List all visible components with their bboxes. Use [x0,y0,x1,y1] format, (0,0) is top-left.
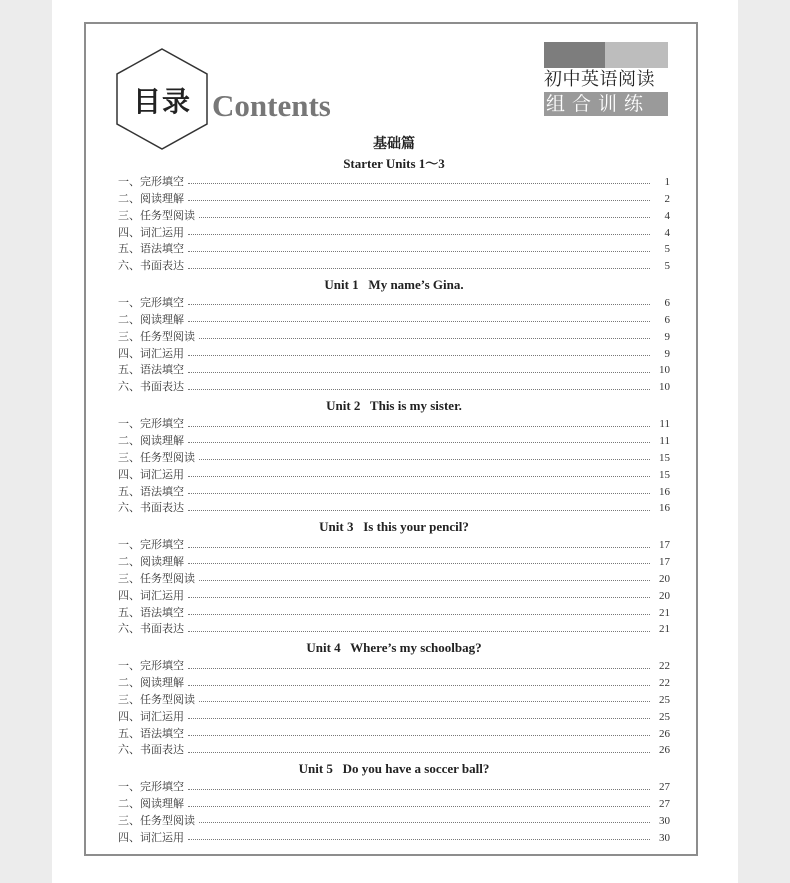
toc-entry[interactable] [118,174,670,191]
toc-entry-page: 10 [659,381,670,394]
toc-entry[interactable] [118,588,670,605]
toc-entry[interactable] [118,742,670,759]
toc-entry-label: 二、阅读理解 [118,312,184,326]
dot-leader [188,805,650,807]
toc-entry-label: 三、任务型阅读 [118,329,195,343]
section-title: Unit 3 Is this your pencil? [319,519,469,535]
dot-leader [188,267,650,269]
series-subtitle: 组合训练 [544,92,668,116]
toc-entry-page: 26 [659,727,670,740]
toc-entry-page: 4 [664,226,670,239]
toc-entry-label: 五、语法填空 [118,242,184,256]
dot-leader [188,182,650,184]
toc-entry-label: 二、阅读理解 [118,555,184,569]
toc-entry[interactable] [118,416,670,433]
toc-entry[interactable] [118,830,670,847]
toc-entry-label: 六、书面表达 [118,501,184,515]
dot-leader [188,303,650,305]
dot-leader [188,684,650,686]
dot-leader [188,250,650,252]
toc-entry[interactable] [118,658,670,675]
toc-entry-label: 三、任务型阅读 [118,450,195,464]
dot-leader [188,751,650,753]
toc-entry-page: 20 [659,572,670,585]
toc-entry-page: 26 [659,744,670,757]
toc-entry[interactable] [118,726,670,743]
toc-entry-label: 三、任务型阅读 [118,692,195,706]
toc-entry-page: 10 [659,364,670,377]
dot-leader [188,320,650,322]
brand-bar-dark [544,42,605,68]
toc-entry-page: 5 [664,243,670,256]
toc-entry[interactable] [118,362,670,379]
toc-entry[interactable] [118,605,670,622]
toc-entry-page: 16 [659,485,670,498]
toc-entry-label: 四、词汇运用 [118,588,184,602]
toc-entry-page: 22 [659,660,670,673]
toc-entry-page: 22 [659,677,670,690]
dot-leader [188,838,650,840]
dot-leader [188,734,650,736]
toc-entry-page: 25 [659,693,670,706]
dot-leader [188,613,650,615]
section-title: Starter Units 1～3 [343,156,445,171]
toc-entry-page: 9 [664,330,670,343]
dot-leader [199,458,650,460]
dot-leader [188,441,650,443]
toc-entry-label: 一、完形填空 [118,417,184,431]
series-brand [544,42,668,116]
toc-entry[interactable] [118,433,670,450]
toc-entry[interactable] [118,450,670,467]
toc-entry-label: 一、完形填空 [118,296,184,310]
toc-entry-page: 21 [659,606,670,619]
toc-entry-label: 六、书面表达 [118,622,184,636]
toc-entry-label: 一、完形填空 [118,659,184,673]
toc-entry-label: 四、词汇运用 [118,467,184,481]
toc-entry-label: 三、任务型阅读 [118,814,195,827]
toc-entry-label: 四、词汇运用 [118,346,184,360]
toc-entry-page: 11 [659,418,670,431]
toc-entry-label: 四、词汇运用 [118,225,184,239]
toc-entry-page: 1 [664,176,670,188]
mulu-title: 目录 [132,85,191,118]
toc-entry-label: 一、完形填空 [118,175,184,188]
series-title: 初中英语阅读 [544,69,655,90]
toc-entry[interactable] [118,258,670,275]
toc-entry-page: 4 [664,209,670,222]
toc-entry-page: 25 [659,710,670,723]
toc-entry-label: 五、语法填空 [118,726,184,740]
toc-entry[interactable] [118,241,670,258]
toc-entry-label: 六、书面表达 [118,380,184,394]
toc-entry[interactable] [118,537,670,554]
toc-entry[interactable] [118,813,670,830]
dot-leader [188,788,650,790]
toc-entry-label: 六、书面表达 [118,259,184,273]
dot-leader [199,700,650,702]
toc-entry-page: 6 [664,313,670,326]
section-title: Unit 5 Do you have a soccer ball? [298,761,490,777]
dot-leader [199,821,650,823]
toc-entry-label: 四、词汇运用 [118,830,184,844]
toc-entry-page: 27 [659,781,670,794]
dot-leader [188,562,650,564]
toc-entry-label: 二、阅读理解 [118,676,184,690]
toc-entry[interactable] [118,191,670,208]
toc-entry[interactable] [118,571,670,588]
toc-entry[interactable] [118,779,670,796]
dot-leader [188,388,650,390]
dot-leader [188,354,650,356]
toc-entry[interactable] [118,796,670,813]
dot-leader [188,199,650,201]
toc-entry[interactable] [118,329,670,346]
table-of-contents [118,134,670,847]
toc-entry-page: 5 [664,260,670,273]
toc-entry-label: 五、语法填空 [118,484,184,498]
toc-entry-label: 二、阅读理解 [118,191,184,205]
dot-leader [188,596,650,598]
dot-leader [199,337,650,339]
toc-sections [118,154,670,847]
dot-leader [188,509,650,511]
toc-entry[interactable] [118,312,670,329]
toc-entry[interactable] [118,225,670,242]
toc-entry-page: 17 [659,556,670,569]
toc-entry[interactable] [118,346,670,363]
toc-entry-label: 二、阅读理解 [118,433,184,447]
dot-leader [188,546,650,548]
contents-title: Contents [212,88,331,123]
toc-entry-page: 2 [664,192,670,205]
part-title: 基础篇 [373,136,415,152]
toc-entry-page: 15 [659,468,670,481]
brand-color-bar [544,42,668,68]
toc-entry-page: 15 [659,451,670,464]
toc-entry[interactable] [118,692,670,709]
toc-entry-page: 30 [659,815,670,827]
section-title: Unit 1 My name’s Gina. [324,277,464,293]
toc-entry[interactable] [118,500,670,517]
toc-entry[interactable] [118,295,670,312]
toc-entry[interactable] [118,379,670,396]
toc-entry[interactable] [118,467,670,484]
section-title: Unit 4 Where’s my schoolbag? [306,640,482,656]
dot-leader [199,216,650,218]
toc-entry-page: 20 [659,589,670,602]
toc-entry-label: 五、语法填空 [118,605,184,619]
toc-entry[interactable] [118,484,670,501]
dot-leader [188,475,650,477]
toc-entry[interactable] [118,621,670,638]
dot-leader [188,630,650,632]
dot-leader [188,717,650,719]
dot-leader [188,371,650,373]
toc-entry-label: 三、任务型阅读 [118,208,195,222]
toc-entry-label: 三、任务型阅读 [118,571,195,585]
section-title: Unit 2 This is my sister. [326,398,462,414]
toc-entry-page: 21 [659,623,670,636]
toc-entry-label: 四、词汇运用 [118,709,184,723]
dot-leader [188,667,650,669]
toc-entry-page: 9 [664,347,670,360]
toc-entry-page: 6 [664,297,670,310]
dot-leader [188,492,650,494]
toc-entry[interactable] [118,554,670,571]
toc-entry[interactable] [118,675,670,692]
toc-entry-page: 27 [659,798,670,811]
toc-entry-label: 二、阅读理解 [118,797,184,811]
toc-entry-page: 11 [659,434,670,447]
dot-leader [188,425,650,427]
dot-leader [188,233,650,235]
toc-entry-page: 30 [659,831,670,844]
toc-entry-page: 16 [659,502,670,515]
toc-entry-label: 一、完形填空 [118,538,184,552]
toc-entry-label: 六、书面表达 [118,743,184,757]
toc-entry-label: 一、完形填空 [118,780,184,794]
brand-bar-light [605,42,668,68]
toc-entry[interactable] [118,709,670,726]
toc-entry[interactable] [118,208,670,225]
toc-entry-page: 17 [659,539,670,552]
dot-leader [199,579,650,581]
toc-entry-label: 五、语法填空 [118,363,184,377]
